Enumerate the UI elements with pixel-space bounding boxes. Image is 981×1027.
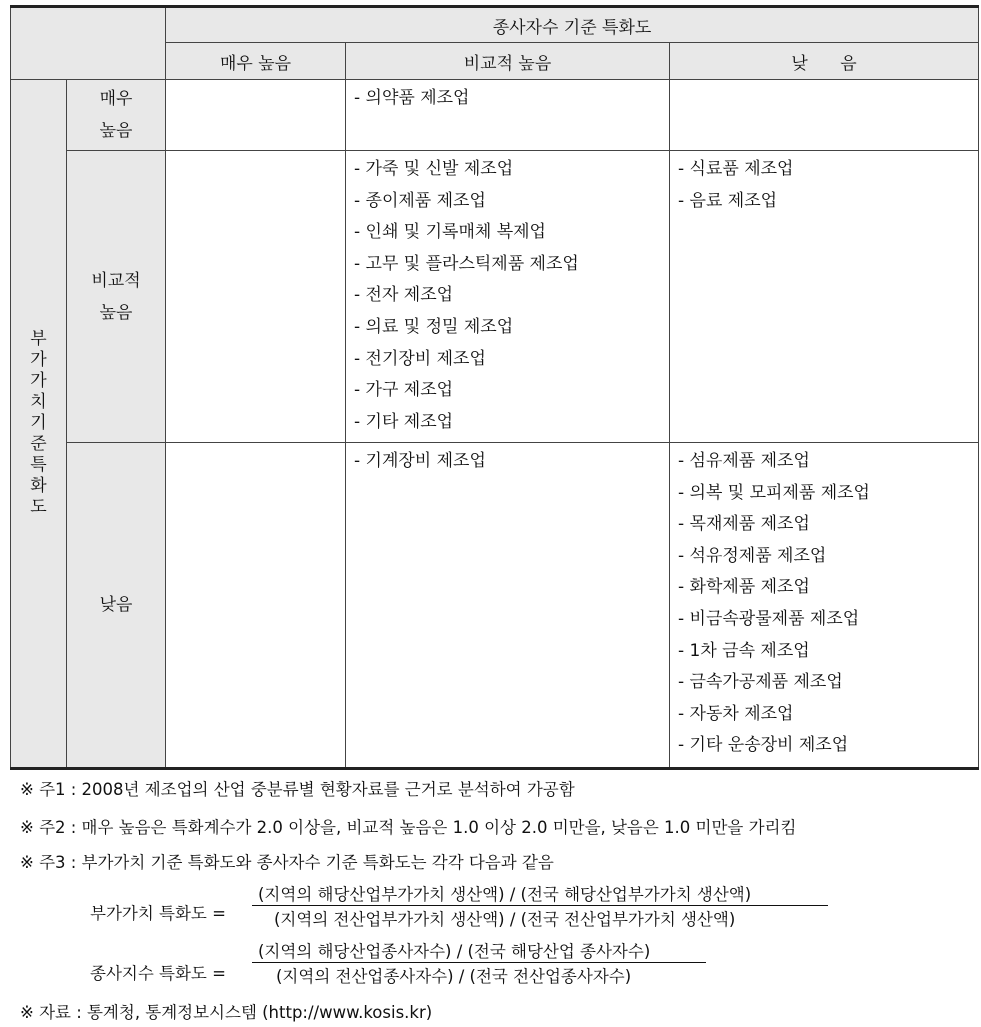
industry-item: - 1차 금속 제조업 [678,640,810,661]
industry-item: - 전자 제조업 [354,285,454,306]
cell-rh-vh [166,151,346,443]
row-label-rel-high [67,151,166,443]
industry-item: - 섬유제품 제조업 [678,451,810,471]
value-added-axis-label [11,80,67,769]
industry-item: - 목재제품 제조업 [678,514,810,535]
industry-item: - 자동차 제조업 [678,703,794,724]
industry-item: - 기타 제조업 [354,411,454,432]
row-label-very-high [67,80,166,151]
industry-item: - 가구 제조업 [354,380,454,401]
cell-low-low [670,443,979,769]
formula-1-numerator: (지역의 해당산업부가가치 생산액) / (전국 해당산업부가가치 생산액) [258,885,752,904]
formula-2-denominator: (지역의 전산업종사자수) / (전국 전산업종사자수) [276,967,632,986]
corner-cell [11,7,166,80]
col-header-very-high: 매우 높음 [166,43,346,80]
cell-vh-rh [346,80,670,151]
industry-item: - 화학제품 제조업 [678,577,810,598]
value-added-label-text: 부가가치기준특화도 [30,329,47,517]
formula-2-label: 종사지수 특화도 = [90,964,226,983]
industry-item: - 비금속광물제품 제조업 [678,608,860,629]
industry-item: - 음료 제조업 [678,190,778,211]
row-label-line: 매우 [99,89,133,109]
industry-item: - 의약품 제조업 [354,88,470,108]
cell-rh-low [670,151,979,443]
industry-item: - 전기장비 제조업 [354,348,486,369]
row-label-line: 높음 [99,121,133,141]
industry-item: - 기타 운송장비 제조업 [678,735,849,756]
note-1: ※ 주1 : 2008년 제조업의 산업 중분류별 현황자료를 근거로 분석하여 가공함 [20,780,575,799]
col-header-low: 낮 음 [670,43,979,80]
note-3: ※ 주3 : 부가가치 기준 특화도와 종사자수 기준 특화도는 각각 다음과 같음 [20,853,554,872]
industry-item: - 고무 및 플라스틱제품 제조업 [354,253,579,274]
industry-item: - 가죽 및 신발 제조업 [354,159,514,179]
industry-item: - 식료품 제조업 [678,159,794,179]
row-label-line: 높음 [99,302,133,323]
formula-1-denominator: (지역의 전산업부가가치 생산액) / (전국 전산업부가가치 생산액) [274,910,736,929]
formula-1-label: 부가가치 특화도 = [90,904,226,923]
employment-header: 종사자수 기준 특화도 [166,7,979,43]
row-label-line: 비교적 [91,270,141,291]
industry-item: - 석유정제품 제조업 [678,545,827,566]
cell-rh-rh [346,151,670,443]
source-note: ※ 자료 : 통계청, 통계정보시스템 (http://www.kosis.kr) [20,1003,433,1022]
industry-item: - 금속가공제품 제조업 [678,672,843,693]
industry-item: - 인쇄 및 기록매체 복제업 [354,222,546,243]
cell-vh-vh [166,80,346,151]
cell-vh-low [670,80,979,151]
formula-2-numerator: (지역의 해당산업종사자수) / (전국 해당산업 종사자수) [258,942,651,961]
col-header-rel-high: 비교적 높음 [346,43,670,80]
cell-low-vh [166,443,346,769]
industry-item: - 의복 및 모피제품 제조업 [678,482,870,503]
row-label-low [67,443,166,769]
industry-item: - 기계장비 제조업 [354,451,486,471]
cell-low-rh [346,443,670,769]
industry-item: - 종이제품 제조업 [354,190,486,211]
row-label-line: 낮음 [99,595,133,615]
note-2: ※ 주2 : 매우 높음은 특화계수가 2.0 이상을, 비교적 높음은 1.0 이상 2.0 미만을, 낮음은 1.0 미만을 가리킴 [20,818,797,837]
industry-item: - 의료 및 정밀 제조업 [354,316,514,337]
specialization-table [10,5,979,770]
